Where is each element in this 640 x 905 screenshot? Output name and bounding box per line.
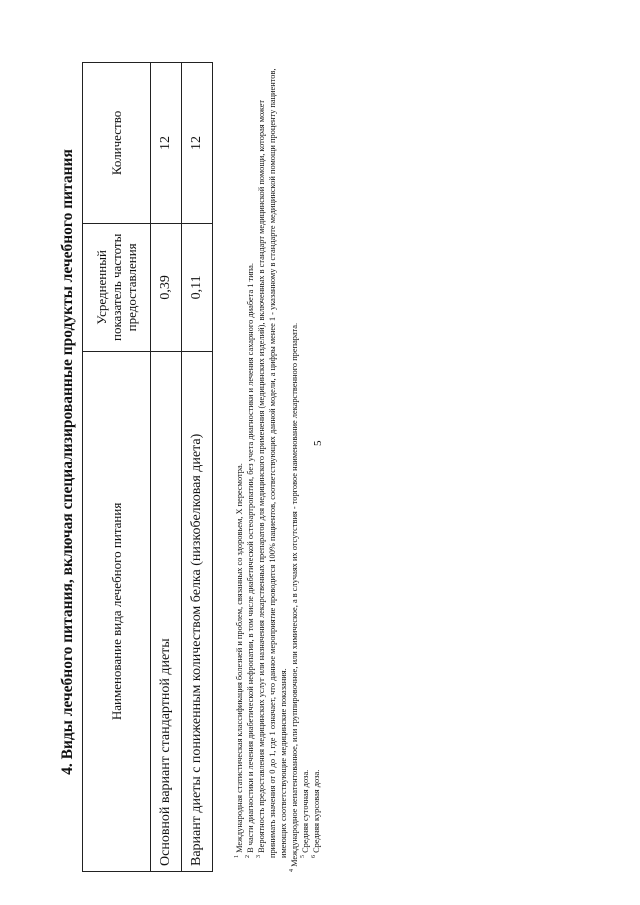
rotated-page-content [58, 52, 321, 872]
footnote-mark: 5 [300, 855, 307, 858]
footnote [300, 62, 311, 872]
diet-name-cell: Основной вариант стандартной диеты [151, 351, 182, 871]
frequency-cell: 0,11 [182, 223, 213, 351]
quantity-cell: 12 [151, 63, 182, 224]
header-quantity: Количество [83, 63, 151, 224]
diet-name-cell: Вариант диеты с пониженным количеством белка (низкобелковая диета) [182, 351, 213, 871]
footnote-text: Международное непатентованное, или группировочное, или химическое, а в случаях их отсутствия - торговое наименование лекарственного препарата. [290, 322, 299, 867]
table-header-row [83, 63, 151, 872]
footnote [289, 62, 300, 872]
page-number: 5 [312, 440, 324, 446]
footnote-text: Средняя суточная доза. [301, 769, 310, 853]
footnotes [234, 62, 322, 872]
footnote [256, 62, 289, 872]
footnote-mark: 3 [256, 855, 263, 858]
header-frequency: Усредненный показатель частоты предоставления [83, 223, 151, 351]
footnote-text: Вероятность предоставления медицинских услуг или назначения лекарственных препаратов для медицинского применения (медицинских изделий), включенных в стандарт медицинской помощи, которая может принимать значения от 0 до 1, где 1 означает, что данное мероприятие проводится 100% пациентов, соответствующих данной модели, а цифры менее 1 - указанному в стандарте медицинской помощи проценту пациентов, имеющих соответствующие медицинские показания. [257, 68, 288, 858]
footnote [234, 62, 245, 872]
footnote-mark: 4 [289, 869, 296, 872]
footnote [245, 62, 256, 872]
footnote-mark: 6 [311, 855, 318, 858]
footnote [311, 62, 322, 872]
section-title: 4. Виды лечебного питания, включая специализированные продукты лечебного питания [59, 149, 76, 775]
footnote-text: Международная статистическая классификация болезней и проблем, связанных со здоровьем, X пересмотра. [235, 463, 244, 853]
footnote-text: В части диагностики и лечения диабетической нефропатии, в том числе диабетической остеоартропатии, без учета диагностики и лечения сахарного диабета 1 типа. [246, 263, 255, 853]
quantity-cell: 12 [182, 63, 213, 224]
table-row [182, 63, 213, 872]
footnote-mark: 2 [245, 855, 252, 858]
header-diet-name: Наименование вида лечебного питания [83, 351, 151, 871]
nutrition-table [82, 62, 213, 872]
footnote-text: Средняя курсовая доза. [312, 769, 321, 853]
footnote-mark: 1 [234, 855, 241, 858]
frequency-cell: 0,39 [151, 223, 182, 351]
table-row [151, 63, 182, 872]
